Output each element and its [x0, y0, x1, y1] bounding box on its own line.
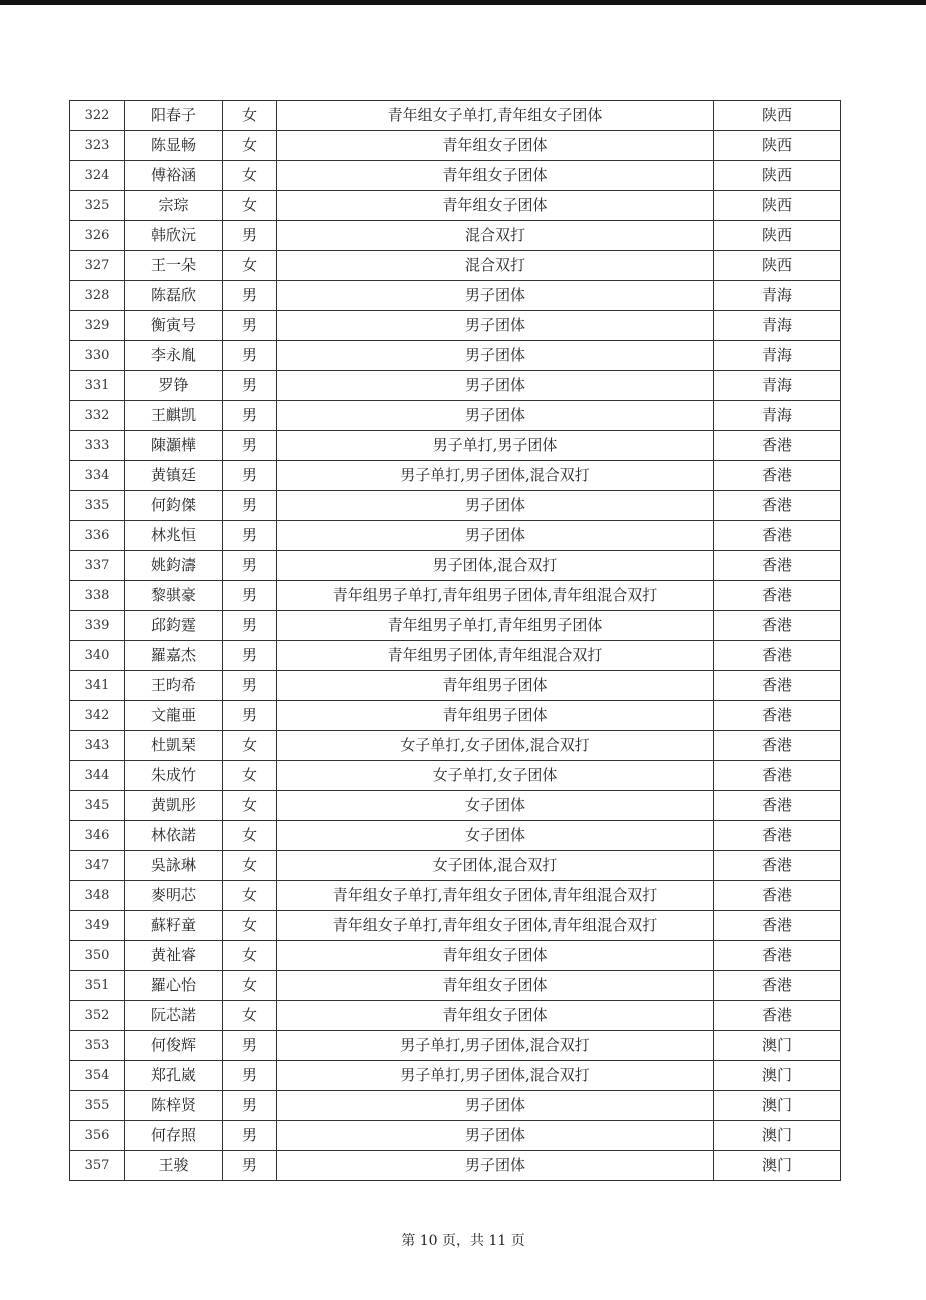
gender-cell: 男: [223, 1031, 277, 1061]
event-cell: 男子团体,混合双打: [277, 551, 714, 581]
row-number-cell: 336: [70, 521, 125, 551]
region-cell: 陕西: [714, 221, 841, 251]
row-number-cell: 353: [70, 1031, 125, 1061]
athlete-name-cell: 陈磊欣: [125, 281, 223, 311]
region-cell: 香港: [714, 761, 841, 791]
row-number-cell: 325: [70, 191, 125, 221]
event-cell: 男子团体: [277, 1091, 714, 1121]
event-cell: 青年组女子单打,青年组女子团体,青年组混合双打: [277, 881, 714, 911]
row-number-cell: 328: [70, 281, 125, 311]
event-cell: 青年组女子团体: [277, 941, 714, 971]
athlete-name-cell: 王昀希: [125, 671, 223, 701]
region-cell: 青海: [714, 341, 841, 371]
region-cell: 香港: [714, 461, 841, 491]
region-cell: 香港: [714, 641, 841, 671]
gender-cell: 女: [223, 131, 277, 161]
gender-cell: 男: [223, 401, 277, 431]
event-cell: 男子团体: [277, 341, 714, 371]
row-number-cell: 334: [70, 461, 125, 491]
region-cell: 澳门: [714, 1091, 841, 1121]
table-row: [70, 1031, 841, 1061]
row-number-cell: 335: [70, 491, 125, 521]
event-cell: 男子团体: [277, 401, 714, 431]
gender-cell: 男: [223, 221, 277, 251]
event-cell: 男子团体: [277, 491, 714, 521]
athlete-name-cell: 衡寅号: [125, 311, 223, 341]
table-row: [70, 371, 841, 401]
region-cell: 香港: [714, 851, 841, 881]
athlete-name-cell: 姚鈞濤: [125, 551, 223, 581]
region-cell: 香港: [714, 491, 841, 521]
event-cell: 女子单打,女子团体,混合双打: [277, 731, 714, 761]
athlete-name-cell: 黄祉睿: [125, 941, 223, 971]
row-number-cell: 331: [70, 371, 125, 401]
gender-cell: 女: [223, 851, 277, 881]
row-number-cell: 341: [70, 671, 125, 701]
row-number-cell: 326: [70, 221, 125, 251]
gender-cell: 男: [223, 581, 277, 611]
row-number-cell: 356: [70, 1121, 125, 1151]
event-cell: 男子团体: [277, 1151, 714, 1181]
row-number-cell: 337: [70, 551, 125, 581]
athlete-name-cell: 文龍亜: [125, 701, 223, 731]
gender-cell: 女: [223, 941, 277, 971]
event-cell: 男子单打,男子团体,混合双打: [277, 461, 714, 491]
row-number-cell: 329: [70, 311, 125, 341]
athlete-name-cell: 罗铮: [125, 371, 223, 401]
region-cell: 青海: [714, 401, 841, 431]
athlete-name-cell: 陳灝樺: [125, 431, 223, 461]
row-number-cell: 345: [70, 791, 125, 821]
table-row: [70, 311, 841, 341]
event-cell: 男子团体: [277, 371, 714, 401]
table-row: [70, 341, 841, 371]
event-cell: 女子团体: [277, 821, 714, 851]
region-cell: 香港: [714, 881, 841, 911]
table-row: [70, 101, 841, 131]
gender-cell: 女: [223, 791, 277, 821]
athlete-name-cell: 邱鈞霆: [125, 611, 223, 641]
row-number-cell: 342: [70, 701, 125, 731]
table-row: [70, 491, 841, 521]
table-row: [70, 641, 841, 671]
athlete-name-cell: 何鈞傑: [125, 491, 223, 521]
athlete-roster-table: [69, 100, 841, 1181]
event-cell: 青年组女子团体: [277, 131, 714, 161]
gender-cell: 男: [223, 611, 277, 641]
gender-cell: 男: [223, 341, 277, 371]
gender-cell: 女: [223, 1001, 277, 1031]
athlete-name-cell: 阮芯諾: [125, 1001, 223, 1031]
gender-cell: 男: [223, 1151, 277, 1181]
region-cell: 青海: [714, 281, 841, 311]
row-number-cell: 338: [70, 581, 125, 611]
table-row: [70, 701, 841, 731]
athlete-name-cell: 何存照: [125, 1121, 223, 1151]
row-number-cell: 347: [70, 851, 125, 881]
row-number-cell: 352: [70, 1001, 125, 1031]
event-cell: 男子团体: [277, 281, 714, 311]
row-number-cell: 332: [70, 401, 125, 431]
athlete-name-cell: 林兆恒: [125, 521, 223, 551]
athlete-name-cell: 羅嘉杰: [125, 641, 223, 671]
region-cell: 香港: [714, 671, 841, 701]
region-cell: 澳门: [714, 1031, 841, 1061]
gender-cell: 男: [223, 551, 277, 581]
row-number-cell: 322: [70, 101, 125, 131]
event-cell: 男子单打,男子团体,混合双打: [277, 1031, 714, 1061]
table-row: [70, 1091, 841, 1121]
table-row: [70, 191, 841, 221]
row-number-cell: 344: [70, 761, 125, 791]
table-row: [70, 1151, 841, 1181]
gender-cell: 男: [223, 671, 277, 701]
athlete-name-cell: 陈显畅: [125, 131, 223, 161]
event-cell: 青年组女子团体: [277, 1001, 714, 1031]
event-cell: 青年组男子团体: [277, 701, 714, 731]
region-cell: 澳门: [714, 1061, 841, 1091]
row-number-cell: 323: [70, 131, 125, 161]
event-cell: 青年组女子团体: [277, 161, 714, 191]
event-cell: 青年组男子单打,青年组男子团体: [277, 611, 714, 641]
region-cell: 香港: [714, 791, 841, 821]
table-row: [70, 401, 841, 431]
event-cell: 青年组女子单打,青年组女子团体,青年组混合双打: [277, 911, 714, 941]
page-number: 第 10 页，共 11 页: [401, 1233, 525, 1249]
table-row: [70, 731, 841, 761]
region-cell: 香港: [714, 701, 841, 731]
region-cell: 陕西: [714, 191, 841, 221]
athlete-name-cell: 王一朵: [125, 251, 223, 281]
gender-cell: 女: [223, 881, 277, 911]
gender-cell: 女: [223, 971, 277, 1001]
table-row: [70, 1001, 841, 1031]
athlete-name-cell: 宗琮: [125, 191, 223, 221]
event-cell: 青年组女子团体: [277, 971, 714, 1001]
table-row: [70, 1121, 841, 1151]
athlete-name-cell: 吳詠琳: [125, 851, 223, 881]
table-row: [70, 521, 841, 551]
gender-cell: 男: [223, 371, 277, 401]
athlete-name-cell: 黄镇廷: [125, 461, 223, 491]
row-number-cell: 327: [70, 251, 125, 281]
athlete-name-cell: 郑孔崴: [125, 1061, 223, 1091]
row-number-cell: 354: [70, 1061, 125, 1091]
event-cell: 男子单打,男子团体,混合双打: [277, 1061, 714, 1091]
gender-cell: 男: [223, 1091, 277, 1121]
top-border-bar: [0, 0, 926, 5]
event-cell: 青年组女子团体: [277, 191, 714, 221]
event-cell: 青年组男子单打,青年组男子团体,青年组混合双打: [277, 581, 714, 611]
gender-cell: 男: [223, 1061, 277, 1091]
table-row: [70, 761, 841, 791]
gender-cell: 男: [223, 491, 277, 521]
event-cell: 男子团体: [277, 521, 714, 551]
gender-cell: 女: [223, 821, 277, 851]
table-row: [70, 551, 841, 581]
row-number-cell: 324: [70, 161, 125, 191]
row-number-cell: 348: [70, 881, 125, 911]
event-cell: 青年组男子团体,青年组混合双打: [277, 641, 714, 671]
athlete-name-cell: 黎骐豪: [125, 581, 223, 611]
table-row: [70, 611, 841, 641]
region-cell: 香港: [714, 911, 841, 941]
gender-cell: 男: [223, 281, 277, 311]
gender-cell: 男: [223, 431, 277, 461]
athlete-name-cell: 李永胤: [125, 341, 223, 371]
gender-cell: 女: [223, 161, 277, 191]
table-row: [70, 461, 841, 491]
region-cell: 香港: [714, 611, 841, 641]
region-cell: 香港: [714, 971, 841, 1001]
athlete-name-cell: 羅心怡: [125, 971, 223, 1001]
athlete-name-cell: 傅裕涵: [125, 161, 223, 191]
event-cell: 青年组男子团体: [277, 671, 714, 701]
event-cell: 混合双打: [277, 251, 714, 281]
gender-cell: 女: [223, 731, 277, 761]
row-number-cell: 349: [70, 911, 125, 941]
table-row: [70, 971, 841, 1001]
event-cell: 男子团体: [277, 1121, 714, 1151]
region-cell: 香港: [714, 581, 841, 611]
gender-cell: 男: [223, 521, 277, 551]
table-row: [70, 131, 841, 161]
table-row: [70, 791, 841, 821]
athlete-name-cell: 韩欣沅: [125, 221, 223, 251]
table-row: [70, 1061, 841, 1091]
region-cell: 香港: [714, 941, 841, 971]
gender-cell: 男: [223, 641, 277, 671]
row-number-cell: 355: [70, 1091, 125, 1121]
region-cell: 香港: [714, 821, 841, 851]
gender-cell: 男: [223, 311, 277, 341]
row-number-cell: 340: [70, 641, 125, 671]
row-number-cell: 333: [70, 431, 125, 461]
region-cell: 澳门: [714, 1151, 841, 1181]
table-row: [70, 821, 841, 851]
athlete-name-cell: 杜凱琹: [125, 731, 223, 761]
region-cell: 青海: [714, 311, 841, 341]
event-cell: 女子团体: [277, 791, 714, 821]
athlete-name-cell: 王骏: [125, 1151, 223, 1181]
athlete-name-cell: 麥明芯: [125, 881, 223, 911]
row-number-cell: 350: [70, 941, 125, 971]
athlete-name-cell: 林依諾: [125, 821, 223, 851]
table-row: [70, 941, 841, 971]
event-cell: 女子团体,混合双打: [277, 851, 714, 881]
row-number-cell: 343: [70, 731, 125, 761]
region-cell: 香港: [714, 1001, 841, 1031]
row-number-cell: 351: [70, 971, 125, 1001]
region-cell: 陕西: [714, 101, 841, 131]
table-row: [70, 281, 841, 311]
region-cell: 陕西: [714, 131, 841, 161]
row-number-cell: 330: [70, 341, 125, 371]
event-cell: 男子单打,男子团体: [277, 431, 714, 461]
region-cell: 陕西: [714, 251, 841, 281]
athlete-name-cell: 陈梓贤: [125, 1091, 223, 1121]
row-number-cell: 339: [70, 611, 125, 641]
row-number-cell: 357: [70, 1151, 125, 1181]
table-row: [70, 881, 841, 911]
table-row: [70, 431, 841, 461]
athlete-name-cell: 蘇籽童: [125, 911, 223, 941]
event-cell: 青年组女子单打,青年组女子团体: [277, 101, 714, 131]
event-cell: 混合双打: [277, 221, 714, 251]
region-cell: 青海: [714, 371, 841, 401]
row-number-cell: 346: [70, 821, 125, 851]
gender-cell: 男: [223, 701, 277, 731]
table-row: [70, 671, 841, 701]
region-cell: 香港: [714, 521, 841, 551]
athlete-name-cell: 朱成竹: [125, 761, 223, 791]
gender-cell: 女: [223, 101, 277, 131]
athlete-name-cell: 黄凱彤: [125, 791, 223, 821]
gender-cell: 男: [223, 1121, 277, 1151]
athlete-name-cell: 阳春子: [125, 101, 223, 131]
gender-cell: 女: [223, 761, 277, 791]
region-cell: 香港: [714, 431, 841, 461]
table-row: [70, 161, 841, 191]
roster-body: [70, 101, 841, 1181]
event-cell: 男子团体: [277, 311, 714, 341]
region-cell: 澳门: [714, 1121, 841, 1151]
athlete-name-cell: 王麒凯: [125, 401, 223, 431]
gender-cell: 男: [223, 461, 277, 491]
table-row: [70, 221, 841, 251]
gender-cell: 女: [223, 251, 277, 281]
table-row: [70, 851, 841, 881]
region-cell: 香港: [714, 551, 841, 581]
gender-cell: 女: [223, 191, 277, 221]
gender-cell: 女: [223, 911, 277, 941]
table-row: [70, 251, 841, 281]
event-cell: 女子单打,女子团体: [277, 761, 714, 791]
table-row: [70, 581, 841, 611]
region-cell: 香港: [714, 731, 841, 761]
table-row: [70, 911, 841, 941]
athlete-name-cell: 何俊辉: [125, 1031, 223, 1061]
region-cell: 陕西: [714, 161, 841, 191]
